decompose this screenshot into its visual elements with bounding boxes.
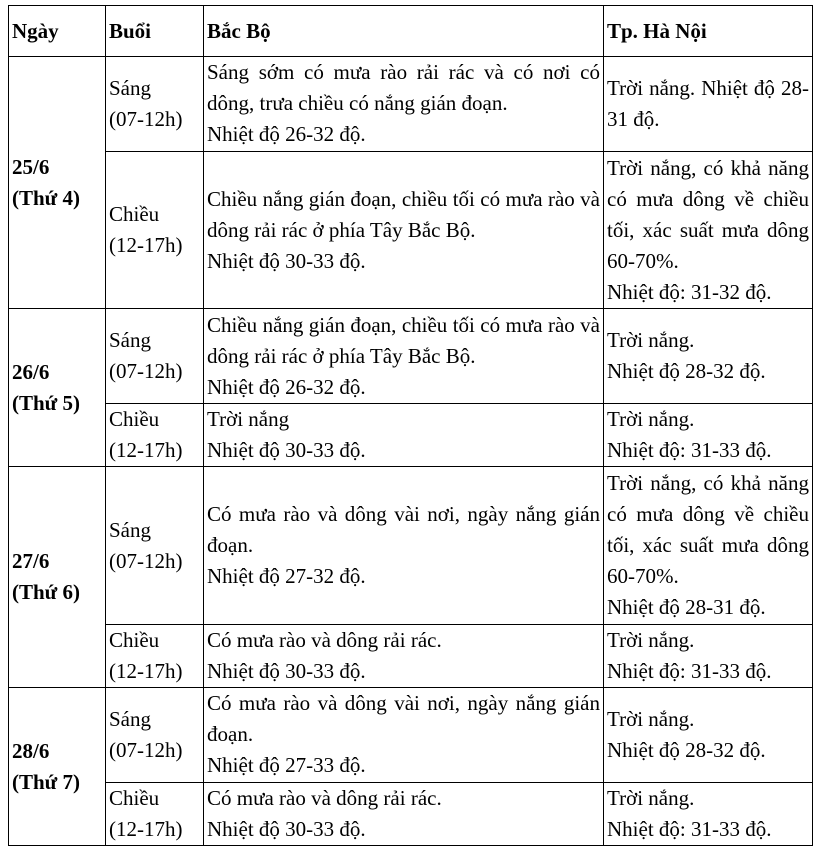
day-cell xyxy=(9,309,106,467)
hanoi-forecast: Trời nắng. Nhiệt độ: 31-33 độ. xyxy=(604,403,813,466)
session-label: Chiều xyxy=(109,628,160,653)
table-row xyxy=(9,624,813,687)
session-time: (12-17h) xyxy=(109,659,183,684)
day-cell xyxy=(9,688,106,846)
north-forecast: Có mưa rào và dông vài nơi, ngày nắng gián đoạn. Nhiệt độ 27-33 độ. xyxy=(204,688,604,782)
hanoi-forecast: Trời nắng. Nhiệt độ: 31-33 độ. xyxy=(604,624,813,687)
hanoi-forecast: Trời nắng, có khả năng có mưa dông về chiều tối, xác suất mưa dông 60-70%. Nhiệt độ: 31-32 độ. xyxy=(604,151,813,309)
session-cell xyxy=(106,782,204,845)
session-label: Chiều xyxy=(109,785,160,810)
north-forecast: Sáng sớm có mưa rào rải rác và có nơi có dông, trưa chiều có nắng gián đoạn. Nhiệt độ 26-32 độ. xyxy=(204,57,604,151)
session-cell xyxy=(106,624,204,687)
table-row xyxy=(9,403,813,466)
session-label: Sáng xyxy=(109,706,151,731)
session-cell xyxy=(106,688,204,782)
day-weekday: (Thứ 7) xyxy=(12,769,81,794)
north-forecast: Có mưa rào và dông vài nơi, ngày nắng gián đoạn. Nhiệt độ 27-32 độ. xyxy=(204,467,604,625)
day-date: 26/6 xyxy=(12,359,50,384)
north-forecast: Trời nắng Nhiệt độ 30-33 độ. xyxy=(204,403,604,466)
day-cell xyxy=(9,57,106,309)
hanoi-forecast: Trời nắng. Nhiệt độ: 31-33 độ. xyxy=(604,782,813,845)
session-time: (12-17h) xyxy=(109,438,183,462)
session-time: (12-17h) xyxy=(109,816,183,841)
session-time: (07-12h) xyxy=(109,359,183,384)
header-north: Bắc Bộ xyxy=(204,6,604,57)
session-label: Sáng xyxy=(109,328,151,353)
header-row xyxy=(9,6,813,57)
session-cell xyxy=(106,403,204,466)
table-row xyxy=(9,151,813,309)
session-time: (12-17h) xyxy=(109,233,183,258)
hanoi-forecast: Trời nắng, có khả năng có mưa dông về chiều tối, xác suất mưa dông 60-70%. Nhiệt độ 28-31 độ. xyxy=(604,467,813,625)
north-forecast: Có mưa rào và dông rải rác. Nhiệt độ 30-33 độ. xyxy=(204,624,604,687)
hanoi-forecast: Trời nắng. Nhiệt độ 28-31 độ. xyxy=(604,57,813,151)
day-cell xyxy=(9,467,106,688)
weather-forecast-table xyxy=(8,5,813,846)
hanoi-forecast: Trời nắng. Nhiệt độ 28-32 độ. xyxy=(604,309,813,403)
table-row xyxy=(9,309,813,403)
day-date: 27/6 xyxy=(12,549,50,574)
session-time: (07-12h) xyxy=(109,106,183,131)
session-label: Sáng xyxy=(109,517,151,542)
table-row xyxy=(9,782,813,845)
day-weekday: (Thứ 5) xyxy=(12,390,81,415)
day-weekday: (Thứ 4) xyxy=(12,185,81,210)
session-cell xyxy=(106,57,204,151)
session-time: (07-12h) xyxy=(109,548,183,573)
north-forecast: Có mưa rào và dông rải rác. Nhiệt độ 30-33 độ. xyxy=(204,782,604,845)
header-hanoi: Tp. Hà Nội xyxy=(604,6,813,57)
table-row xyxy=(9,467,813,625)
north-forecast: Chiều nắng gián đoạn, chiều tối có mưa rào và dông rải rác ở phía Tây Bắc Bộ. Nhiệt độ 30-33 độ. xyxy=(204,151,604,309)
table-row xyxy=(9,688,813,782)
session-cell xyxy=(106,309,204,403)
day-weekday: (Thứ 6) xyxy=(12,580,81,605)
table-row xyxy=(9,57,813,151)
header-session: Buổi xyxy=(106,6,204,57)
session-label: Chiều xyxy=(109,407,160,431)
hanoi-forecast: Trời nắng. Nhiệt độ 28-32 độ. xyxy=(604,688,813,782)
session-time: (07-12h) xyxy=(109,737,183,762)
session-label: Chiều xyxy=(109,202,160,227)
session-cell xyxy=(106,467,204,625)
day-date: 25/6 xyxy=(12,154,50,179)
session-label: Sáng xyxy=(109,75,151,100)
day-date: 28/6 xyxy=(12,738,50,763)
north-forecast: Chiều nắng gián đoạn, chiều tối có mưa rào và dông rải rác ở phía Tây Bắc Bộ. Nhiệt độ 26-32 độ. xyxy=(204,309,604,403)
session-cell xyxy=(106,151,204,309)
header-day: Ngày xyxy=(9,6,106,57)
